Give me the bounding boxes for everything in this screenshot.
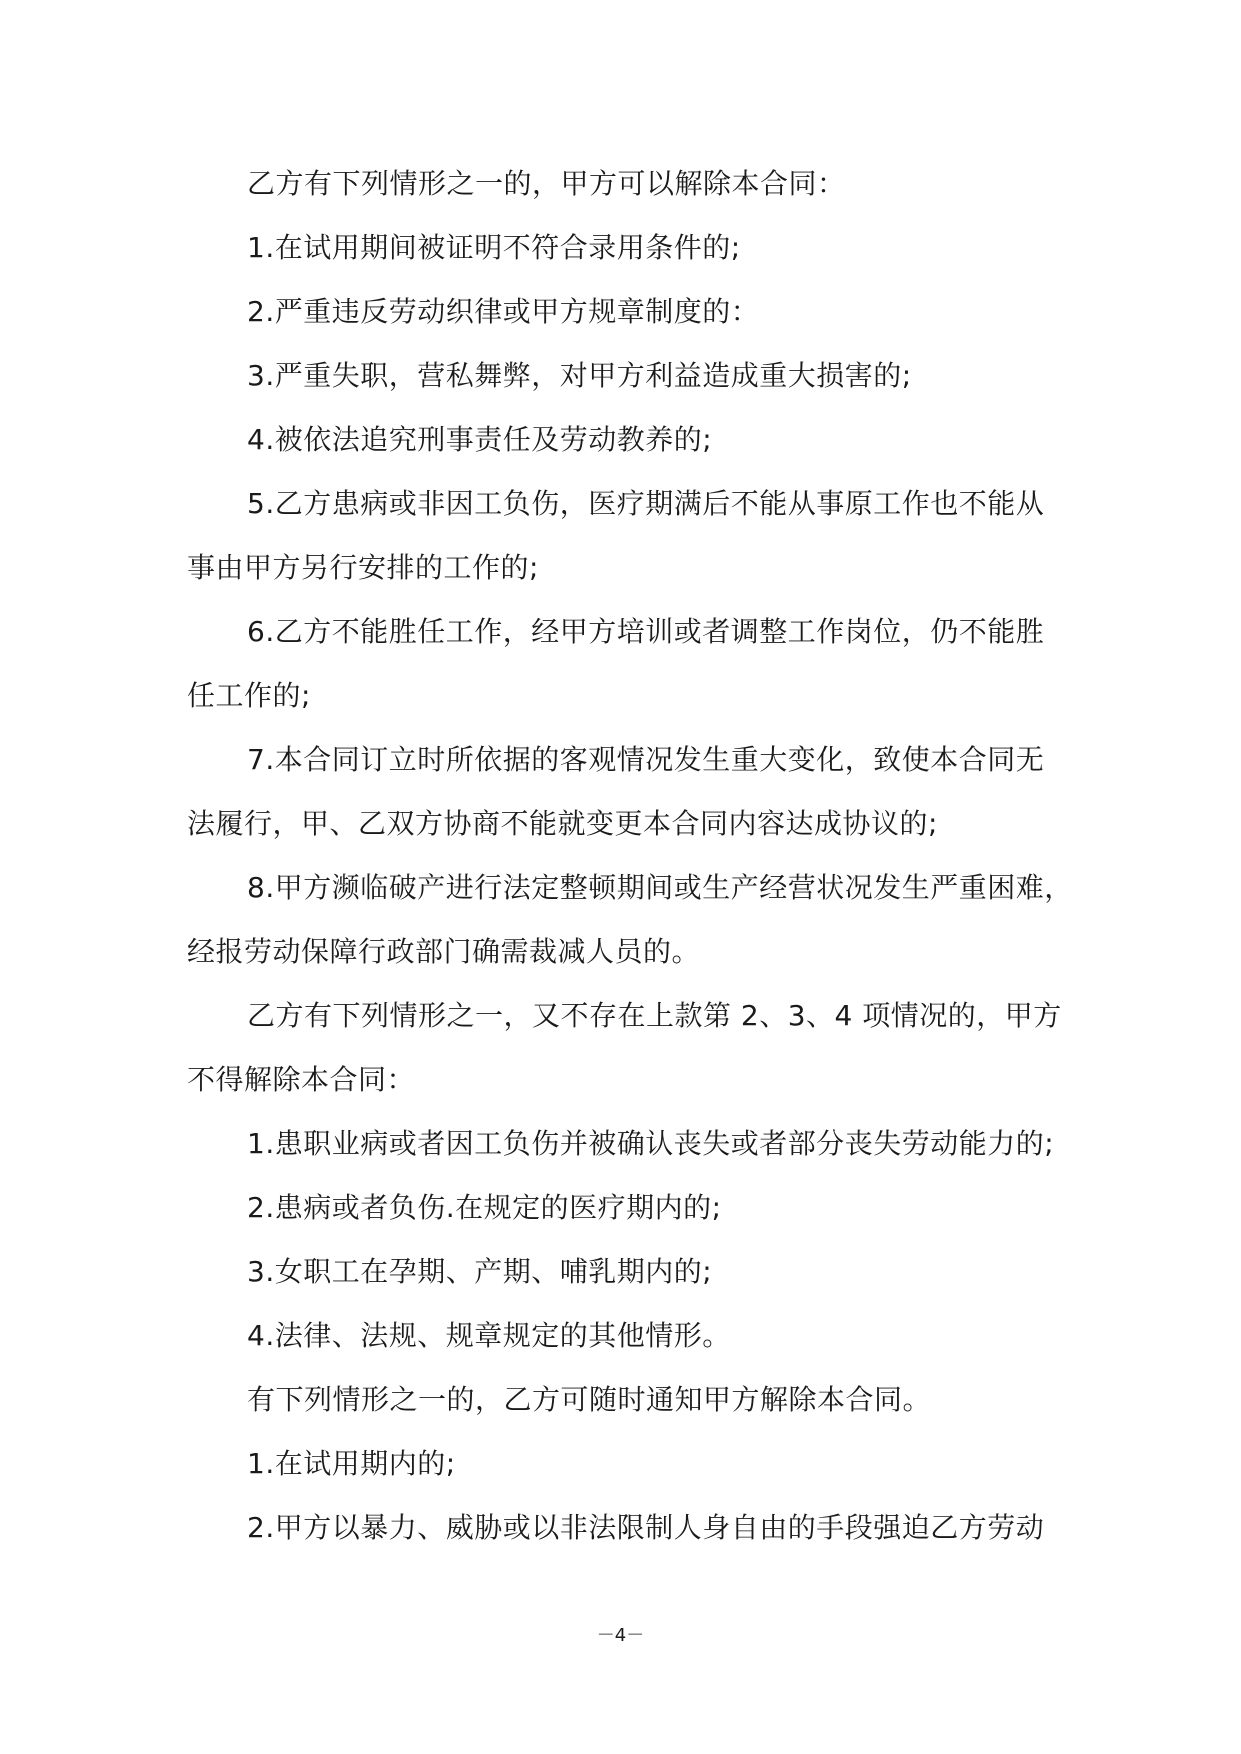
paragraph-line: 2.严重违反劳动织律或甲方规章制度的： <box>247 295 760 328</box>
paragraph-line: 7.本合同订立时所依据的客观情况发生重大变化，致使本合同无 <box>247 743 1045 776</box>
paragraph-line: 1.在试用期间被证明不符合录用条件的; <box>247 231 741 264</box>
paragraph-line: 法履行，甲、乙双方协商不能就变更本合同内容达成协议的; <box>187 807 938 840</box>
paragraph-line: 任工作的; <box>187 679 311 712</box>
paragraph-line: 3.严重失职，营私舞弊，对甲方利益造成重大损害的; <box>247 359 912 392</box>
paragraph-line: 3.女职工在孕期、产期、哺乳期内的; <box>247 1255 713 1288</box>
page-number: －4－ <box>596 1625 645 1646</box>
paragraph-line: 8.甲方濒临破产进行法定整顿期间或生产经营状况发生严重困难， <box>247 871 1073 904</box>
paragraph-line: 1.在试用期内的; <box>247 1447 456 1480</box>
paragraph-line: 事由甲方另行安排的工作的; <box>187 551 539 584</box>
paragraph-line: 1.患职业病或者因工负伤并被确认丧失或者部分丧失劳动能力的; <box>247 1127 1055 1160</box>
paragraph-line: 乙方有下列情形之一的，甲方可以解除本合同： <box>247 167 846 200</box>
paragraph-line: 6.乙方不能胜任工作，经甲方培训或者调整工作岗位，仍不能胜 <box>247 615 1045 648</box>
paragraph-line: 4.被依法追究刑事责任及劳动教养的; <box>247 423 713 456</box>
paragraph-line: 有下列情形之一的，乙方可随时通知甲方解除本合同。 <box>247 1383 932 1416</box>
paragraph-line: 不得解除本合同： <box>187 1063 416 1096</box>
document-body <box>187 152 1073 1560</box>
paragraph-line: 乙方有下列情形之一，又不存在上款第 2、3、4 项情况的，甲方 <box>247 999 1062 1032</box>
paragraph-line: 经报劳动保障行政部门确需裁减人员的。 <box>187 935 701 968</box>
paragraph-line: 2.患病或者负伤.在规定的医疗期内的; <box>247 1191 722 1224</box>
paragraph-line: 4.法律、法规、规章规定的其他情形。 <box>247 1319 731 1352</box>
paragraph-line: 2.甲方以暴力、威胁或以非法限制人身自由的手段强迫乙方劳动 <box>247 1511 1045 1544</box>
paragraph-line: 5.乙方患病或非因工负伤，医疗期满后不能从事原工作也不能从 <box>247 487 1045 520</box>
